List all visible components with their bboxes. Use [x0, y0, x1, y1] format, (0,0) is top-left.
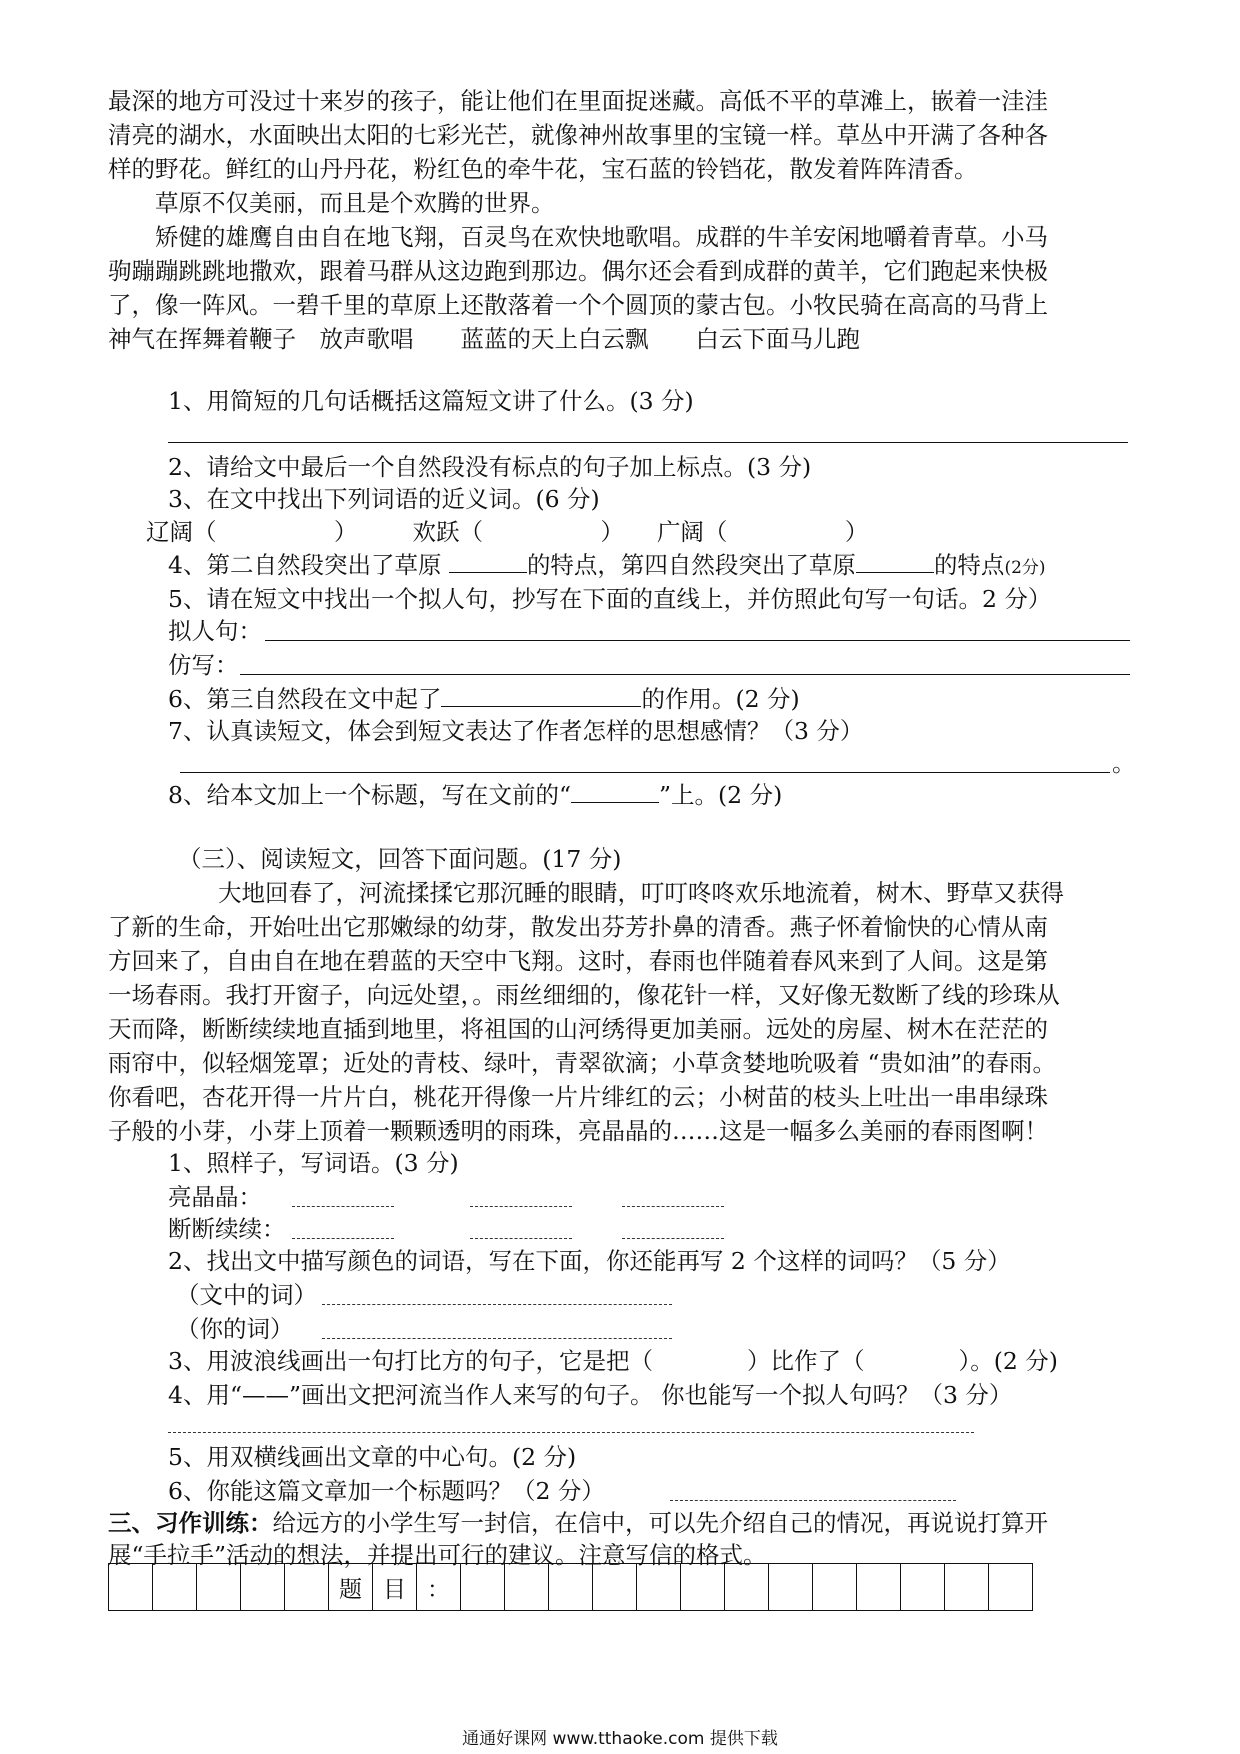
answer-blank-q4b[interactable] — [856, 550, 934, 573]
grid-cell[interactable] — [285, 1564, 329, 1611]
grid-cell[interactable] — [109, 1564, 153, 1611]
s3-q1-label-2: 断断续续： — [168, 1215, 286, 1243]
word-blank[interactable] — [622, 1206, 724, 1207]
passage-line: 最深的地方可没过十来岁的孩子，能让他们在里面捉迷藏。高低不平的草滩上，嵌着一洼洼 — [108, 87, 1048, 115]
question-6: 6、第三自然段在文中起了 的作用。(2 分) — [168, 685, 800, 713]
grid-cell[interactable] — [593, 1564, 637, 1611]
passage-line: 一场春雨。我打开窗子，向远处望，。雨丝细细的，像花针一样，又好像无数断了线的珍珠从 — [108, 981, 1060, 1009]
your-words-blank[interactable] — [322, 1338, 672, 1339]
s3-question-1: 1、照样子，写词语。(3 分) — [168, 1149, 459, 1177]
passage-line: 样的野花。鲜红的山丹丹花，粉红色的牵牛花，宝石蓝的铃铛花，散发着阵阵清香。 — [108, 155, 978, 183]
passage-line: 神气在挥舞着鞭子 放声歌唱 蓝蓝的天上白云飘 白云下面马儿跑 — [108, 325, 860, 353]
section-3-heading: （三）、阅读短文，回答下面问题。(17 分) — [178, 845, 622, 873]
answer-blank-q6[interactable] — [441, 684, 641, 707]
passage-line: 清亮的湖水，水面映出太阳的七彩光芒，就像神州故事里的宝镜一样。草丛中开满了各种各 — [108, 121, 1048, 149]
synonym-blank-3[interactable]: 广阔（ ） — [656, 518, 869, 546]
question-2: 2、请给文中最后一个自然段没有标点的句子加上标点。(3 分) — [168, 453, 812, 481]
title-blank[interactable] — [670, 1500, 956, 1501]
writing-task: 三、习作训练：给远方的小学生写一封信，在信中，可以先介绍自己的情况，再说说打算开 — [108, 1509, 1048, 1537]
s3-question-4: 4、用“——”画出文把河流当作人来写的句子。 你也能写一个拟人句吗？（3 分） — [168, 1381, 1013, 1409]
passage-line: 你看吧，杏花开得一片片白，桃花开得像一片片绯红的云；小树苗的枝头上吐出一串串绿珠 — [108, 1083, 1048, 1111]
answer-line-personification[interactable] — [265, 640, 1130, 641]
grid-cell-colon: ： — [417, 1564, 461, 1611]
grid-cell[interactable] — [681, 1564, 725, 1611]
writing-title: 三、习作训练： — [108, 1509, 273, 1537]
s3-question-2: 2、找出文中描写颜色的词语，写在下面，你还能再写 2 个这样的词吗？（5 分） — [168, 1247, 1011, 1275]
word-blank[interactable] — [292, 1238, 394, 1239]
grid-cell[interactable] — [945, 1564, 989, 1611]
passage-line: 驹蹦蹦跳跳地撒欢，跟着马群从这边跑到那边。偶尔还会看到成群的黄羊，它们跑起来快极 — [108, 257, 1048, 285]
passage-line: 天而降，断断续续地直插到地里，将祖国的山河绣得更加美丽。远处的房屋、树木在茫茫的 — [108, 1015, 1048, 1043]
grid-cell[interactable] — [813, 1564, 857, 1611]
question-8: 8、给本文加上一个标题，写在文前的“ ”上。(2 分) — [168, 781, 783, 809]
grid-cell[interactable] — [725, 1564, 769, 1611]
question-3: 3、在文中找出下列词语的近义词。(6 分) — [168, 485, 600, 513]
question-3-words — [146, 517, 868, 547]
grid-cell-title-label: 目 — [373, 1564, 417, 1611]
passage-line: 了新的生命，开始吐出它那嫩绿的幼芽，散发出芬芳扑鼻的清香。燕子怀着愉快的心情从南 — [108, 913, 1048, 941]
s3-question-3: 3、用波浪线画出一句打比方的句子，它是把（ ）比作了（ ）。(2 分) — [168, 1347, 1058, 1375]
word-blank[interactable] — [470, 1238, 572, 1239]
synonym-blank-2[interactable]: 欢跃（ ） — [412, 518, 624, 546]
question-1: 1、用简短的几句话概括这篇短文讲了什么。(3 分) — [168, 387, 694, 415]
grid-cell[interactable] — [505, 1564, 549, 1611]
grid-cell-title-label: 题 — [329, 1564, 373, 1611]
s3-q2-label-1: （文中的词） — [176, 1281, 317, 1309]
personification-blank[interactable] — [168, 1432, 974, 1433]
answer-blank-title[interactable] — [571, 780, 659, 803]
answer-line-imitation[interactable] — [240, 674, 1130, 675]
s3-question-6: 6、你能这篇文章加一个标题吗？（2 分） — [168, 1477, 605, 1505]
grid-cell[interactable] — [549, 1564, 593, 1611]
answer-line-q1[interactable] — [168, 442, 1128, 443]
synonym-blank-1[interactable]: 辽阔（ ） — [146, 518, 358, 546]
color-words-blank[interactable] — [322, 1304, 672, 1305]
grid-cell[interactable] — [153, 1564, 197, 1611]
grid-cell[interactable] — [637, 1564, 681, 1611]
answer-line-q7[interactable] — [180, 772, 1110, 773]
word-blank[interactable] — [622, 1238, 724, 1239]
grid-cell[interactable] — [197, 1564, 241, 1611]
question-5: 5、请在短文中找出一个拟人句，抄写在下面的直线上，并仿照此句写一句话。2 分） — [168, 585, 1052, 613]
passage-line: 大地回春了，河流揉揉它那沉睡的眼睛，叮叮咚咚欢乐地流着，树木、野草又获得 — [218, 879, 1064, 907]
grid-cell[interactable] — [857, 1564, 901, 1611]
question-4: 4、第二自然段突出了草原 的特点，第四自然段突出了草原 的特点(2分) — [168, 551, 1046, 579]
passage-line: 了，像一阵风。一碧千里的草原上还散落着一个个圆顶的蒙古包。小牧民骑在高高的马背上 — [108, 291, 1048, 319]
passage-line: 雨帘中，似轻烟笼罩；近处的青枝、绿叶，青翠欲滴；小草贪婪地吮吸着 “贵如油”的春雨。 — [108, 1049, 1056, 1077]
s3-question-5: 5、用双横线画出文章的中心句。(2 分) — [168, 1443, 577, 1471]
q7-end-mark: 。 — [1112, 749, 1136, 777]
q5-label-imitation: 仿写： — [168, 651, 239, 679]
word-blank[interactable] — [292, 1206, 394, 1207]
word-blank[interactable] — [470, 1206, 572, 1207]
grid-cell[interactable] — [461, 1564, 505, 1611]
writing-grid — [108, 1563, 1033, 1611]
question-7: 7、认真读短文，体会到短文表达了作者怎样的思想感情？（3 分） — [168, 717, 864, 745]
s3-q1-label-1: 亮晶晶： — [168, 1183, 262, 1211]
passage-line: 方回来了，自由自在地在碧蓝的天空中飞翔。这时，春雨也伴随着春风来到了人间。这是第 — [108, 947, 1048, 975]
grid-cell[interactable] — [901, 1564, 945, 1611]
answer-blank-q4a[interactable] — [449, 550, 527, 573]
s3-q2-label-2: （你的词） — [176, 1315, 294, 1343]
page-footer: 通通好课网 www.tthaoke.com 提供下载 — [462, 1729, 778, 1749]
grid-cell[interactable] — [769, 1564, 813, 1611]
q5-label-personification: 拟人句： — [168, 617, 262, 645]
passage-line: 草原不仅美丽，而且是个欢腾的世界。 — [155, 189, 555, 217]
grid-cell[interactable] — [989, 1564, 1033, 1611]
passage-line: 矫健的雄鹰自由自在地飞翔，百灵鸟在欢快地歌唱。成群的牛羊安闲地嚼着青草。小马 — [155, 223, 1048, 251]
passage-line: 子般的小芽，小芽上顶着一颗颗透明的雨珠，亮晶晶的……这是一幅多么美丽的春雨图啊！ — [108, 1117, 1048, 1145]
writing-task-line2: 展“手拉手”活动的想法，并提出可行的建议。注意写信的格式。 — [108, 1541, 767, 1569]
grid-cell[interactable] — [241, 1564, 285, 1611]
